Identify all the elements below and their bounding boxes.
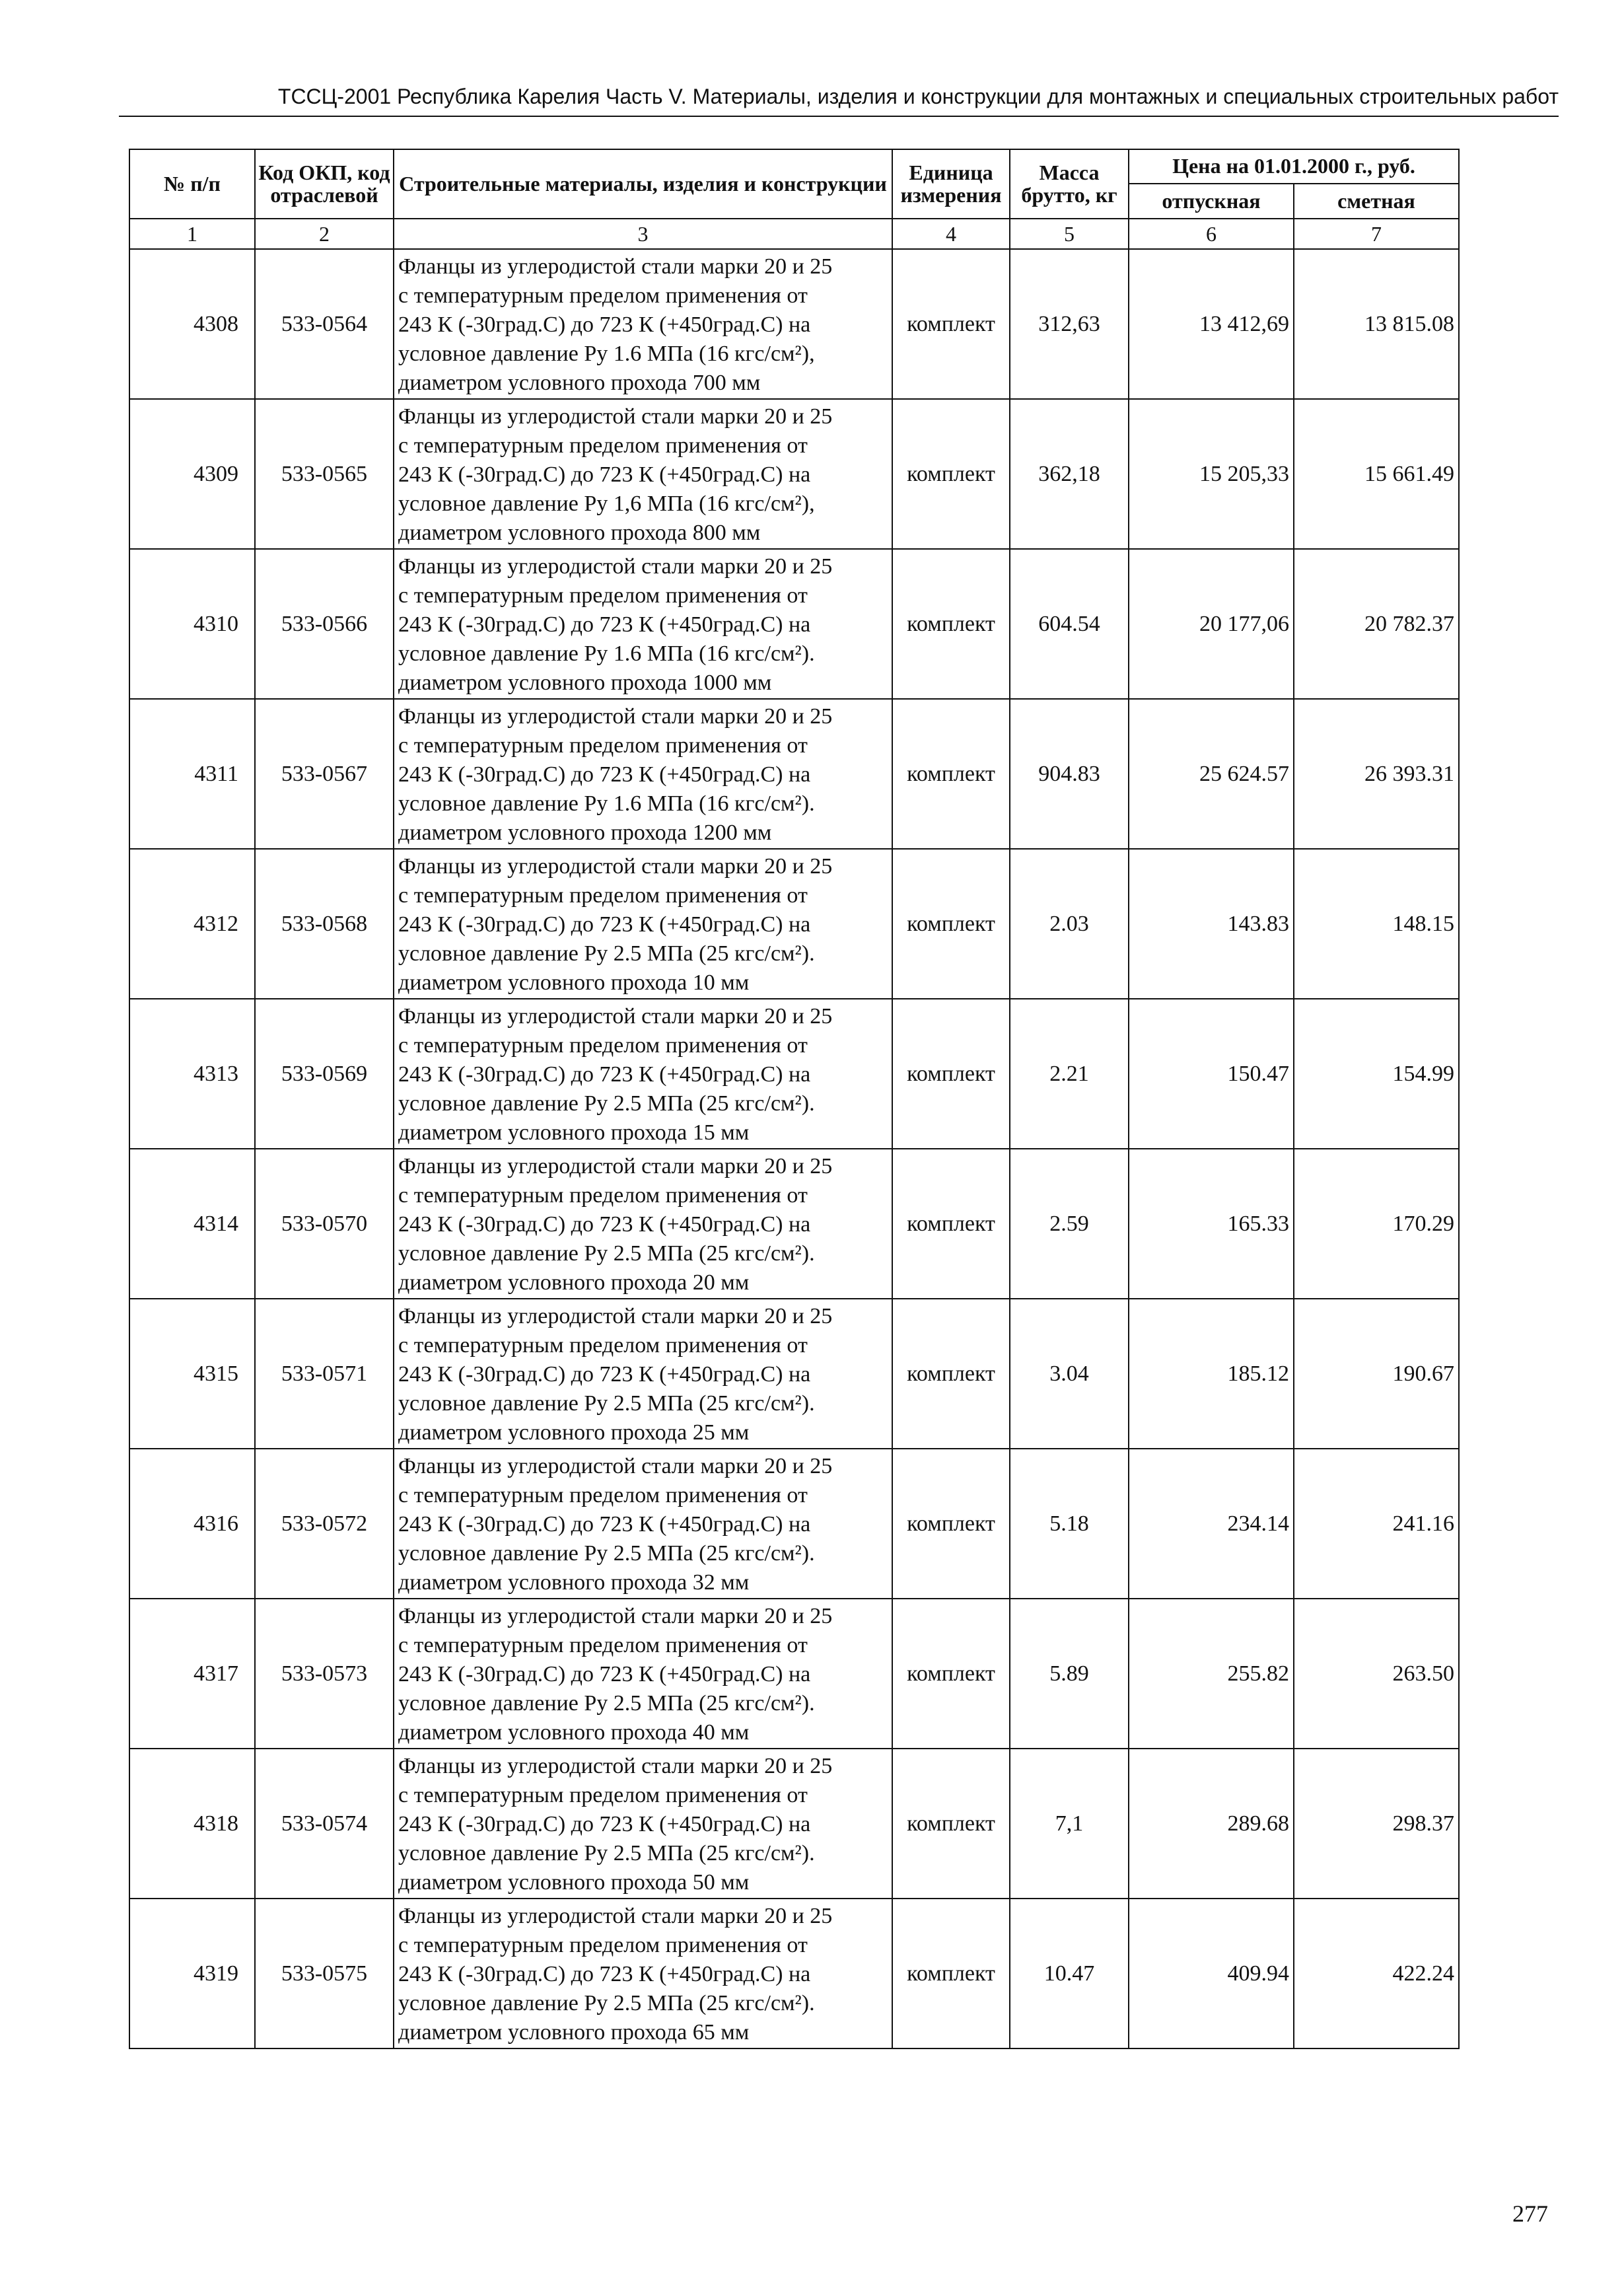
- material-description: Фланцы из углеродистой стали марки 20 и 25 с температурным пределом применения от 243 К (-30град.С) до 723 К (+450град.С) на условное давление Ру 2.5 МПа (25 кгс/см²). диаметром условного прохода 40 мм: [394, 1599, 892, 1749]
- column-number: 2: [255, 219, 394, 249]
- unit-of-measure: комплект: [892, 1899, 1010, 2048]
- row-number: 4312: [129, 849, 255, 999]
- unit-of-measure: комплект: [892, 699, 1010, 849]
- table-row: [129, 999, 1459, 1149]
- row-number: 4308: [129, 249, 255, 399]
- col-header-code: Код ОКП, код отраслевой: [255, 149, 394, 219]
- unit-of-measure: комплект: [892, 849, 1010, 999]
- table-row: [129, 1899, 1459, 2048]
- okp-code: 533-0568: [255, 849, 394, 999]
- row-number: 4316: [129, 1449, 255, 1599]
- material-description: Фланцы из углеродистой стали марки 20 и 25 с температурным пределом применения от 243 К (-30град.С) до 723 К (+450град.С) на условное давление Ру 2.5 МПа (25 кгс/см²). диаметром условного прохода 25 мм: [394, 1299, 892, 1449]
- release-price: 409.94: [1129, 1899, 1294, 2048]
- page-number: 277: [1512, 2200, 1548, 2227]
- gross-mass: 2.21: [1010, 999, 1129, 1149]
- release-price: 150.47: [1129, 999, 1294, 1149]
- unit-of-measure: комплект: [892, 1449, 1010, 1599]
- table-row: [129, 549, 1459, 699]
- release-price: 20 177,06: [1129, 549, 1294, 699]
- okp-code: 533-0566: [255, 549, 394, 699]
- unit-of-measure: комплект: [892, 999, 1010, 1149]
- release-price: 143.83: [1129, 849, 1294, 999]
- material-description: Фланцы из углеродистой стали марки 20 и 25 с температурным пределом применения от 243 К (-30град.С) до 723 К (+450град.С) на условное давление Ру 2.5 МПа (25 кгс/см²). диаметром условного прохода 15 мм: [394, 999, 892, 1149]
- table-row: [129, 1299, 1459, 1449]
- release-price: 234.14: [1129, 1449, 1294, 1599]
- estimate-price: 20 782.37: [1294, 549, 1459, 699]
- document-header: ТССЦ-2001 Республика Карелия Часть V. Материалы, изделия и конструкции для монтажных и специальных строительных работ: [277, 85, 1559, 108]
- table-row: [129, 1599, 1459, 1749]
- gross-mass: 3.04: [1010, 1299, 1129, 1449]
- estimate-price: 26 393.31: [1294, 699, 1459, 849]
- row-number: 4318: [129, 1749, 255, 1899]
- okp-code: 533-0567: [255, 699, 394, 849]
- material-description: Фланцы из углеродистой стали марки 20 и 25 с температурным пределом применения от 243 К (-30град.С) до 723 К (+450град.С) на условное давление Ру 2.5 МПа (25 кгс/см²). диаметром условного прохода 20 мм: [394, 1149, 892, 1299]
- column-number: 7: [1294, 219, 1459, 249]
- okp-code: 533-0564: [255, 249, 394, 399]
- okp-code: 533-0571: [255, 1299, 394, 1449]
- table-row: [129, 1149, 1459, 1299]
- gross-mass: 312,63: [1010, 249, 1129, 399]
- column-number: 3: [394, 219, 892, 249]
- release-price: 185.12: [1129, 1299, 1294, 1449]
- row-number: 4314: [129, 1149, 255, 1299]
- estimate-price: 15 661.49: [1294, 399, 1459, 549]
- table-row: [129, 1749, 1459, 1899]
- okp-code: 533-0565: [255, 399, 394, 549]
- row-number: 4319: [129, 1899, 255, 2048]
- header-divider: [119, 116, 1559, 117]
- gross-mass: 904.83: [1010, 699, 1129, 849]
- row-number: 4311: [129, 699, 255, 849]
- release-price: 289.68: [1129, 1749, 1294, 1899]
- row-number: 4309: [129, 399, 255, 549]
- release-price: 15 205,33: [1129, 399, 1294, 549]
- unit-of-measure: комплект: [892, 549, 1010, 699]
- material-description: Фланцы из углеродистой стали марки 20 и 25 с температурным пределом применения от 243 К (-30град.С) до 723 К (+450град.С) на условное давление Ру 1.6 МПа (16 кгс/см²). диаметром условного прохода 1200 мм: [394, 699, 892, 849]
- unit-of-measure: комплект: [892, 399, 1010, 549]
- estimate-price: 148.15: [1294, 849, 1459, 999]
- release-price: 165.33: [1129, 1149, 1294, 1299]
- okp-code: 533-0572: [255, 1449, 394, 1599]
- table-row: [129, 699, 1459, 849]
- estimate-price: 190.67: [1294, 1299, 1459, 1449]
- okp-code: 533-0575: [255, 1899, 394, 2048]
- estimate-price: 263.50: [1294, 1599, 1459, 1749]
- material-description: Фланцы из углеродистой стали марки 20 и 25 с температурным пределом применения от 243 К (-30град.С) до 723 К (+450град.С) на условное давление Ру 1,6 МПа (16 кгс/см²), диаметром условного прохода 800 мм: [394, 399, 892, 549]
- material-description: Фланцы из углеродистой стали марки 20 и 25 с температурным пределом применения от 243 К (-30град.С) до 723 К (+450град.С) на условное давление Ру 2.5 МПа (25 кгс/см²). диаметром условного прохода 50 мм: [394, 1749, 892, 1899]
- material-description: Фланцы из углеродистой стали марки 20 и 25 с температурным пределом применения от 243 К (-30град.С) до 723 К (+450град.С) на условное давление Ру 2.5 МПа (25 кгс/см²). диаметром условного прохода 10 мм: [394, 849, 892, 999]
- unit-of-measure: комплект: [892, 1749, 1010, 1899]
- okp-code: 533-0569: [255, 999, 394, 1149]
- table-row: [129, 849, 1459, 999]
- col-header-price-estimate: сметная: [1294, 184, 1459, 219]
- row-number: 4310: [129, 549, 255, 699]
- col-header-price-group: Цена на 01.01.2000 г., руб.: [1129, 149, 1459, 184]
- okp-code: 533-0570: [255, 1149, 394, 1299]
- row-number: 4317: [129, 1599, 255, 1749]
- estimate-price: 241.16: [1294, 1449, 1459, 1599]
- material-description: Фланцы из углеродистой стали марки 20 и 25 с температурным пределом применения от 243 К (-30град.С) до 723 К (+450град.С) на условное давление Ру 2.5 МПа (25 кгс/см²). диаметром условного прохода 65 мм: [394, 1899, 892, 2048]
- unit-of-measure: комплект: [892, 1149, 1010, 1299]
- gross-mass: 604.54: [1010, 549, 1129, 699]
- gross-mass: 7,1: [1010, 1749, 1129, 1899]
- estimate-price: 13 815.08: [1294, 249, 1459, 399]
- estimate-price: 154.99: [1294, 999, 1459, 1149]
- table-row: [129, 1449, 1459, 1599]
- materials-price-table: [129, 149, 1460, 2049]
- okp-code: 533-0574: [255, 1749, 394, 1899]
- gross-mass: 10.47: [1010, 1899, 1129, 2048]
- gross-mass: 5.18: [1010, 1449, 1129, 1599]
- estimate-price: 422.24: [1294, 1899, 1459, 2048]
- gross-mass: 2.03: [1010, 849, 1129, 999]
- release-price: 255.82: [1129, 1599, 1294, 1749]
- table-row: [129, 399, 1459, 549]
- material-description: Фланцы из углеродистой стали марки 20 и 25 с температурным пределом применения от 243 К (-30град.С) до 723 К (+450град.С) на условное давление Ру 1.6 МПа (16 кгс/см²), диаметром условного прохода 700 мм: [394, 249, 892, 399]
- column-number: 1: [129, 219, 255, 249]
- estimate-price: 298.37: [1294, 1749, 1459, 1899]
- row-number: 4315: [129, 1299, 255, 1449]
- gross-mass: 362,18: [1010, 399, 1129, 549]
- col-header-mass: Масса брутто, кг: [1010, 149, 1129, 219]
- col-header-num: № п/п: [129, 149, 255, 219]
- col-header-desc: Строительные материалы, изделия и конструкции: [394, 149, 892, 219]
- col-header-unit: Единица измерения: [892, 149, 1010, 219]
- gross-mass: 5.89: [1010, 1599, 1129, 1749]
- material-description: Фланцы из углеродистой стали марки 20 и 25 с температурным пределом применения от 243 К (-30град.С) до 723 К (+450град.С) на условное давление Ру 1.6 МПа (16 кгс/см²). диаметром условного прохода 1000 мм: [394, 549, 892, 699]
- table-row: [129, 249, 1459, 399]
- col-header-price-release: отпускная: [1129, 184, 1294, 219]
- unit-of-measure: комплект: [892, 1299, 1010, 1449]
- estimate-price: 170.29: [1294, 1149, 1459, 1299]
- gross-mass: 2.59: [1010, 1149, 1129, 1299]
- release-price: 25 624.57: [1129, 699, 1294, 849]
- unit-of-measure: комплект: [892, 249, 1010, 399]
- material-description: Фланцы из углеродистой стали марки 20 и 25 с температурным пределом применения от 243 К (-30град.С) до 723 К (+450град.С) на условное давление Ру 2.5 МПа (25 кгс/см²). диаметром условного прохода 32 мм: [394, 1449, 892, 1599]
- okp-code: 533-0573: [255, 1599, 394, 1749]
- column-number: 4: [892, 219, 1010, 249]
- row-number: 4313: [129, 999, 255, 1149]
- column-number: 6: [1129, 219, 1294, 249]
- unit-of-measure: комплект: [892, 1599, 1010, 1749]
- column-number: 5: [1010, 219, 1129, 249]
- release-price: 13 412,69: [1129, 249, 1294, 399]
